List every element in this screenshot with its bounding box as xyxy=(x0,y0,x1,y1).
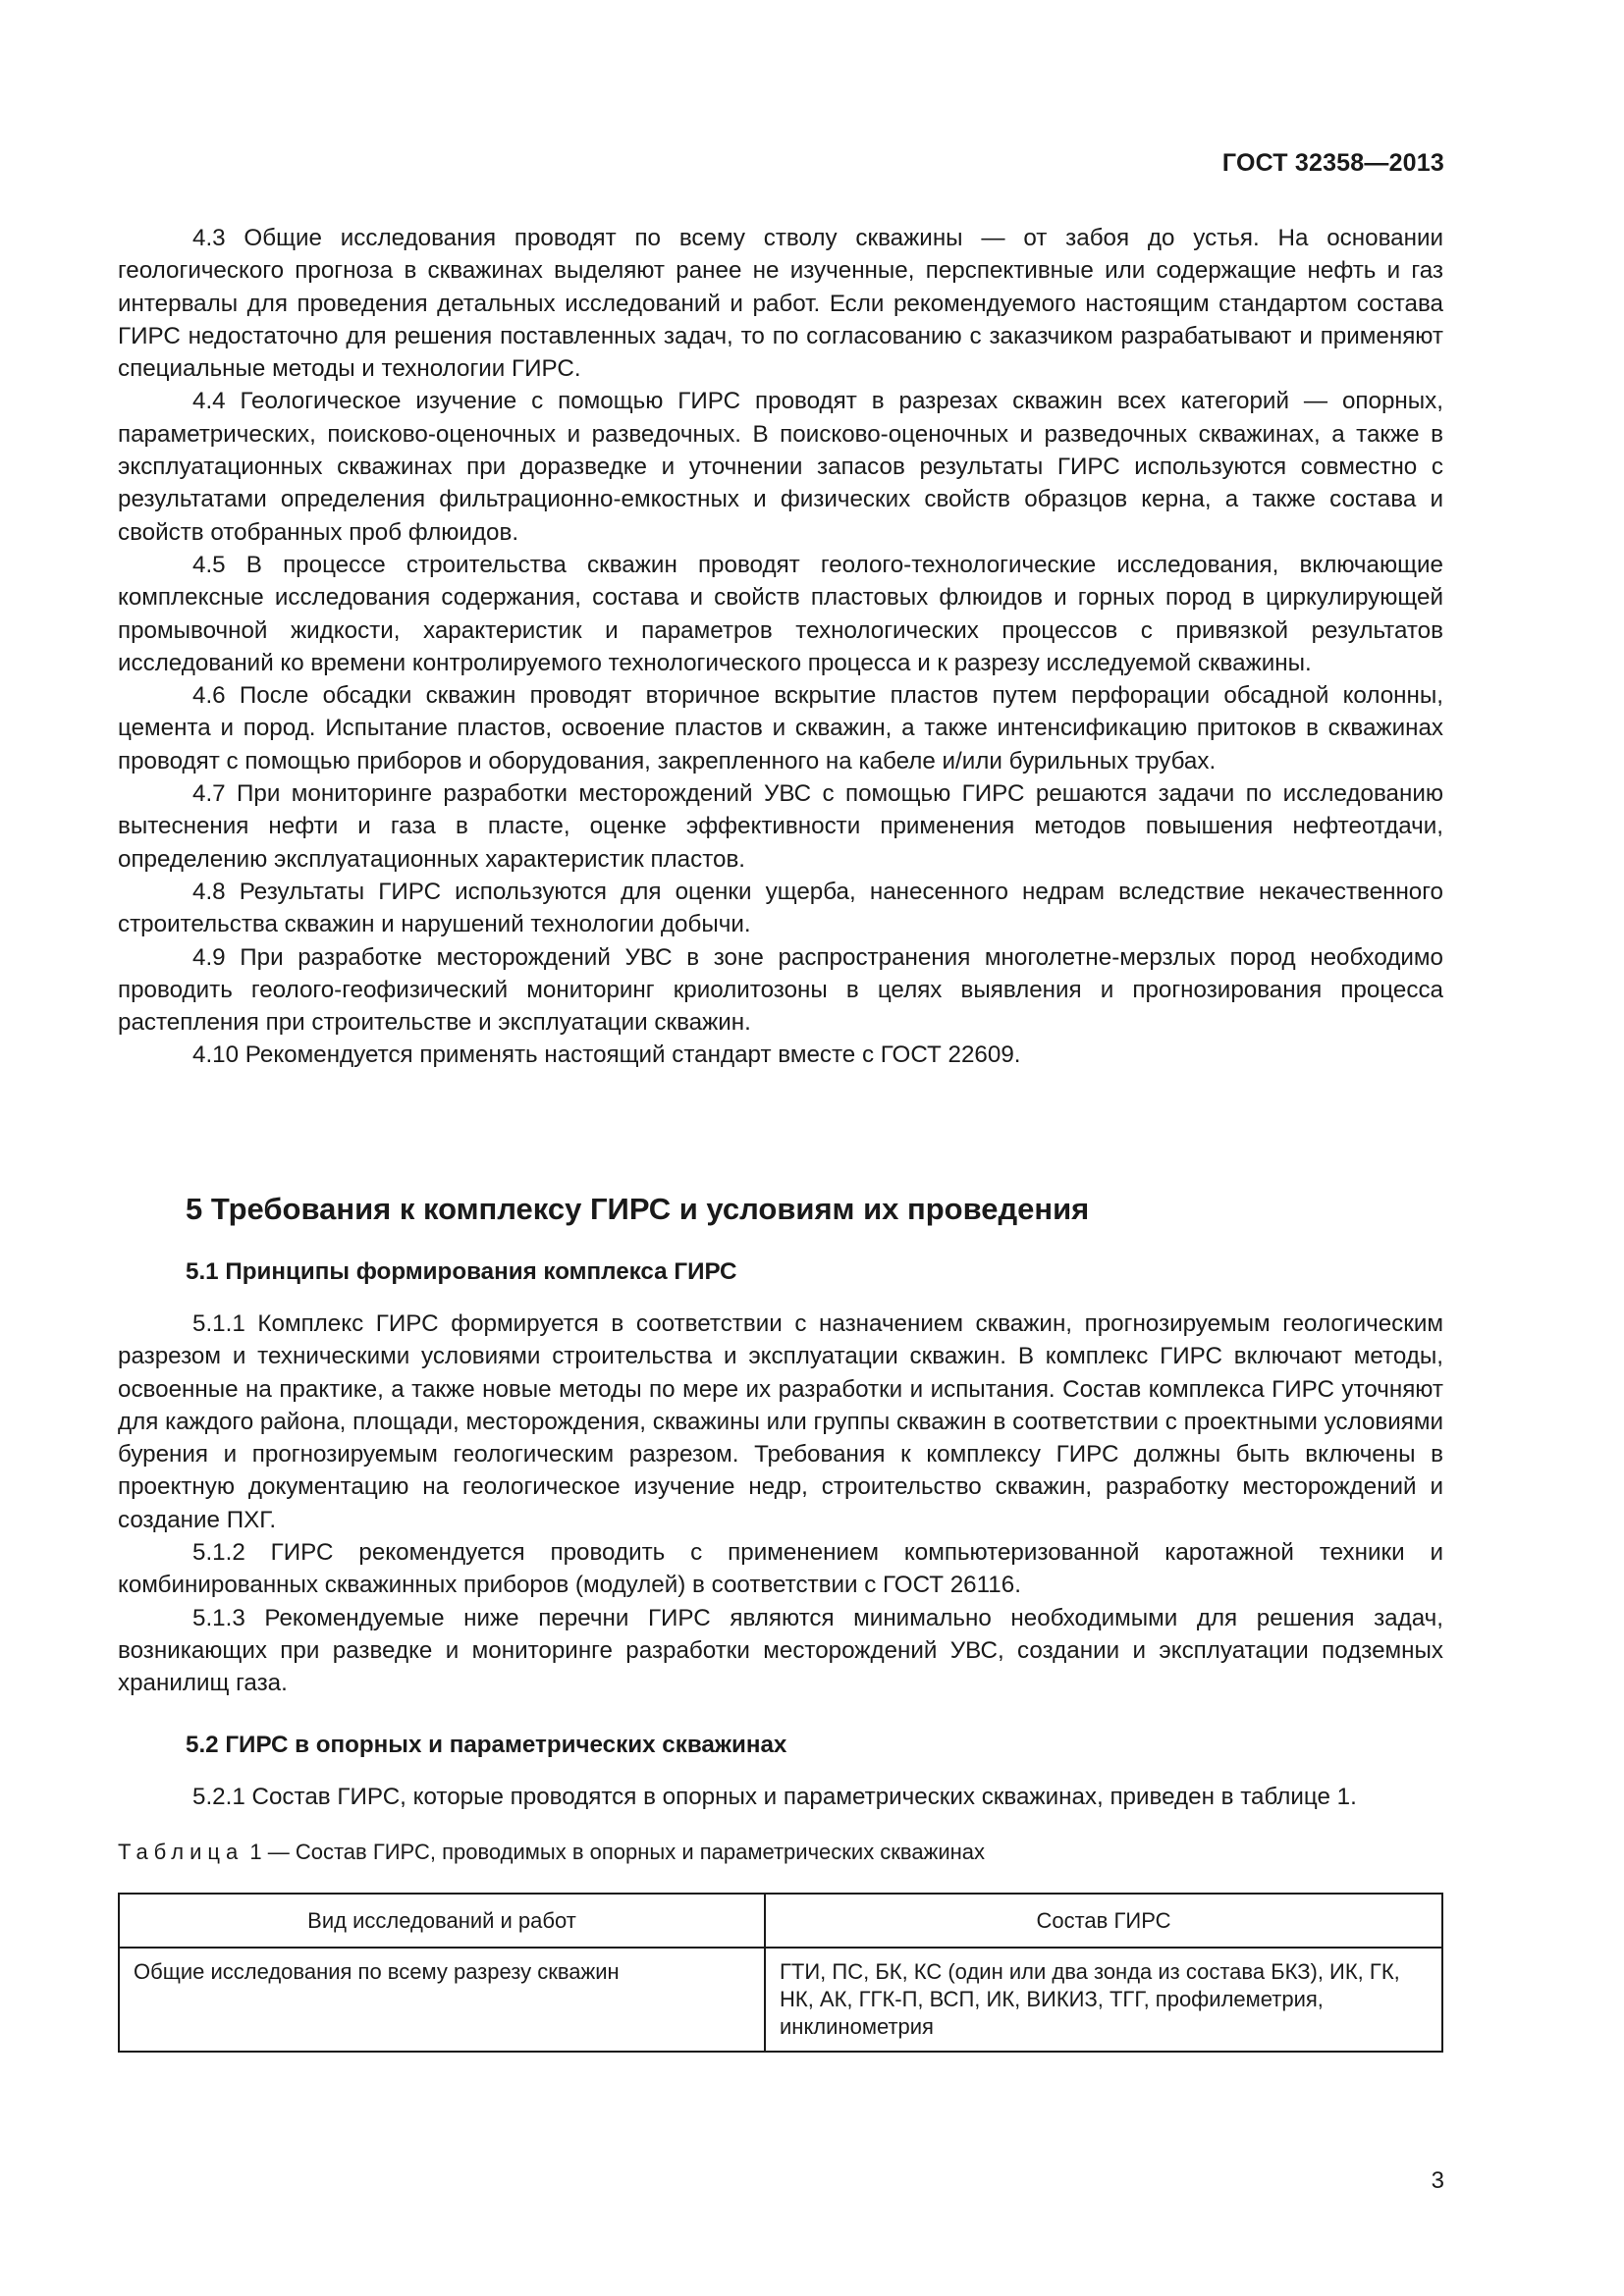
paragraph-4-7: 4.7 При мониторинге разработки месторождений УВС с помощью ГИРС решаются задачи по исследованию вытеснения нефти и газа в пласте, оценке эффективности применения методов повышения нефтеотдачи, определению эксплуатационных характеристик пластов. xyxy=(118,780,1443,873)
header-cell-composition: Состав ГИРС xyxy=(765,1894,1442,1948)
page-number: 3 xyxy=(1431,2167,1444,2194)
table-caption-text: 1 — Состав ГИРС, проводимых в опорных и параметрических скважинах xyxy=(244,1840,986,1864)
header-cell-type: Вид исследований и работ xyxy=(119,1894,765,1948)
subsection-5-1-heading: 5.1 Принципы формирования комплекса ГИРС xyxy=(186,1258,737,1285)
paragraph-5-1-3: 5.1.3 Рекомендуемые ниже перечни ГИРС являются минимально необходимыми для решения задач, возникающих при разведке и мониторинге разработки месторождений УВС, создании и эксплуатации подземных хранилищ газа. xyxy=(118,1604,1443,1697)
subsection-5-1-text xyxy=(118,1308,1443,1700)
table-header-row xyxy=(119,1894,1442,1948)
paragraph-5-2-1: 5.2.1 Состав ГИРС, которые проводятся в опорных и параметрических скважинах, приведен в таблице 1. xyxy=(192,1784,1357,1810)
paragraph-4-9: 4.9 При разработке месторождений УВС в зоне распространения многолетне-мерзлых пород необходимо проводить геолого-геофизический мониторинг криолитозоны в целях выявления и прогнозирования процесса растепления при строительстве и эксплуатации скважин. xyxy=(118,943,1443,1037)
table-cell: Общие исследования по всему разрезу скважин xyxy=(119,1948,765,2052)
paragraph-4-5: 4.5 В процессе строительства скважин проводят геолого-технологические исследования, включающие комплексные исследования содержания, состава и свойств пластовых флюидов и горных пород в циркулирующей промывочной жидкости, характеристик и параметров технологических процессов с привязкой результатов исследований ко времени контролируемого технологического процесса и к разрезу исследуемой скважины. xyxy=(118,551,1443,676)
paragraph-5-1-2: 5.1.2 ГИРС рекомендуется проводить с применением компьютеризованной каротажной техники и комбинированных скважинных приборов (модулей) в соответствии с ГОСТ 26116. xyxy=(118,1539,1443,1599)
table-1-caption xyxy=(118,1840,985,1865)
table-1 xyxy=(118,1893,1443,2053)
paragraph-4-4: 4.4 Геологическое изучение с помощью ГИРС проводят в разрезах скважин всех категорий — опорных, параметрических, поисково-оценочных и разведочных. В поисково-оценочных и разведочных скважинах, а также в эксплуатационных скважинах при доразведке и уточнении запасов результаты ГИРС используются совместно с результатами определения фильтрационно-емкостных и физических свойств образцов керна, а также состава и свойств отобранных проб флюидов. xyxy=(118,388,1443,546)
paragraph-4-10: 4.10 Рекомендуется применять настоящий стандарт вместе с ГОСТ 22609. xyxy=(192,1041,1021,1069)
section-5-heading: 5 Требования к комплексу ГИРС и условиям их проведения xyxy=(186,1192,1090,1226)
subsection-5-2-text xyxy=(118,1781,1443,1813)
paragraph-4-8: 4.8 Результаты ГИРС используются для оценки ущерба, нанесенного недрам вследствие некачественного строительства скважин и нарушений технологии добычи. xyxy=(118,878,1443,938)
document-code: ГОСТ 32358—2013 xyxy=(1221,149,1444,177)
table-caption-label: Таблица xyxy=(118,1840,244,1864)
subsection-5-2-heading: 5.2 ГИРС в опорных и параметрических скважинах xyxy=(186,1732,787,1758)
table-row xyxy=(119,1948,1442,2052)
paragraph-4-3: 4.3 Общие исследования проводят по всему стволу скважины — от забоя до устья. На основании геологического прогноза в скважинах выделяют ранее не изученные, перспективные или содержащие нефть и газ интервалы для проведения детальных исследований и работ. Если рекомендуемого настоящим стандартом состава ГИРС недостаточно для решения поставленных задач, то по согласованию с заказчиком разрабатывают и применяют специальные методы и технологии ГИРС. xyxy=(118,225,1443,383)
section-4-text xyxy=(118,222,1443,1072)
paragraph-4-6: 4.6 После обсадки скважин проводят вторичное вскрытие пластов путем перфорации обсадной колонны, цемента и пород. Испытание пластов, освоение пластов и скважин, а также интенсификацию притоков в скважинах проводят с помощью приборов и оборудования, закрепленного на кабеле и/или бурильных трубах. xyxy=(118,682,1443,774)
table-cell: ГТИ, ПС, БК, КС (один или два зонда из состава БКЗ), ИК, ГК, НК, АК, ГГК-П, ВСП, ИК, ВИКИЗ, ТГГ, профилеметрия, инклинометрия xyxy=(765,1948,1442,2052)
paragraph-5-1-1: 5.1.1 Комплекс ГИРС формируется в соответствии с назначением скважин, прогнозируемым геологическим разрезом и техническими условиями строительства и эксплуатации скважин. В комплекс ГИРС включают методы, освоенные на практике, а также новые методы по мере их разработки и испытания. Состав комплекса ГИРС уточняют для каждого района, площади, месторождения, скважины или группы скважин в соответствии с проектными условиями бурения и прогнозируемым геологическим разрезом. Требования к комплексу ГИРС должны быть включены в проектную документацию на геологическое изучение недр, строительство скважин, разработку месторождений и создание ПХГ. xyxy=(118,1310,1443,1533)
